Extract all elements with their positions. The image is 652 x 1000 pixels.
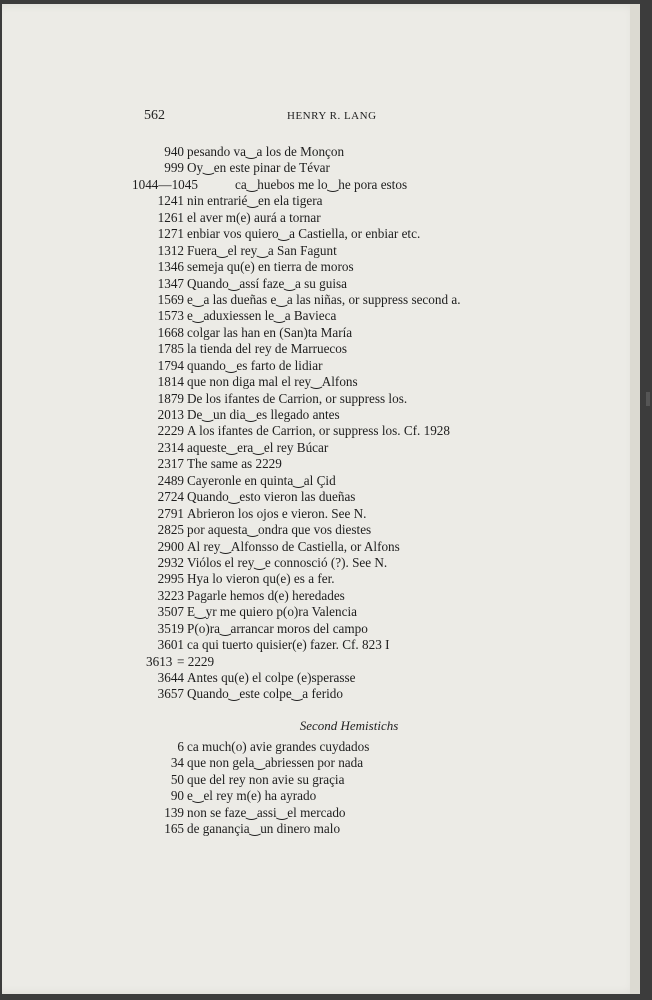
verse-number: 1814	[157, 374, 184, 390]
verse-number: 1785	[157, 341, 184, 357]
verse-number: 50	[170, 771, 184, 787]
verse-text: ca much(o) avie grandes cuydados	[187, 739, 370, 754]
verse-text: A los ifantes de Carrion, or suppress los. Cf. 1928	[187, 423, 450, 439]
verse-entry	[2, 391, 640, 407]
verse-entry	[2, 210, 640, 226]
verse-number: 34	[170, 755, 184, 771]
verse-number: 1261	[157, 209, 184, 225]
verse-entry	[2, 259, 640, 275]
verse-entry	[2, 571, 640, 587]
verse-number: 1879	[157, 390, 184, 406]
verse-entry	[2, 407, 640, 423]
verse-entry	[2, 821, 640, 837]
book-page	[2, 4, 640, 994]
verse-entry	[2, 739, 640, 755]
page-header	[2, 108, 640, 128]
verse-entry	[2, 588, 640, 604]
verse-text: Cayeronle en quinta‿al Çid	[187, 472, 336, 488]
verse-entry	[2, 160, 640, 176]
verse-text: que non gela‿abriessen por nada	[187, 755, 364, 771]
verse-entry	[2, 805, 640, 821]
verse-entry	[2, 522, 640, 538]
verse-number: 3507	[157, 604, 184, 620]
verse-text: P(o)ra‿arrancar moros del campo	[187, 620, 368, 636]
verse-entry	[2, 506, 640, 522]
verse-number: 2314	[157, 439, 184, 455]
verse-text: Viólos el rey‿e connosció (?). See N.	[187, 554, 388, 570]
verse-entry	[2, 341, 640, 357]
verse-text: Abrieron los ojos e vieron. See N.	[187, 505, 367, 521]
verse-entry	[2, 226, 640, 242]
verse-entry	[2, 308, 640, 324]
verse-entry	[2, 243, 640, 259]
verse-text: Al rey‿Alfonsso de Castiella, or Alfons	[187, 538, 400, 554]
verse-number: 6	[177, 739, 184, 754]
verse-entry	[2, 637, 640, 653]
verse-text: = 2229	[177, 653, 215, 669]
verse-text: la tienda del rey de Marruecos	[187, 341, 348, 357]
verse-number: 2995	[157, 571, 184, 587]
verse-number: 90	[170, 788, 184, 804]
verse-number: 3223	[157, 587, 184, 603]
verse-number: 3657	[157, 686, 184, 702]
verse-number: 3613	[146, 653, 173, 669]
verse-number: 2724	[157, 489, 184, 505]
verse-entry	[2, 456, 640, 472]
verse-text: Fuera‿el rey‿a San Fagunt	[187, 242, 337, 258]
verse-text: Antes qu(e) el colpe (e)sperasse	[187, 670, 356, 685]
verse-entry	[2, 539, 640, 555]
verse-entry	[2, 358, 640, 374]
verse-text: que non diga mal el rey‿Alfons	[187, 374, 358, 390]
verse-entry	[2, 772, 640, 788]
verse-number: 1241	[157, 193, 184, 209]
verse-text: colgar las han en (San)ta María	[187, 324, 353, 340]
verse-text: De‿un dia‿es llegado antes	[187, 407, 340, 422]
verse-text: ca qui tuerto quisier(e) fazer. Cf. 823 I	[187, 637, 390, 653]
verse-entry	[2, 144, 640, 160]
verse-entry	[2, 788, 640, 804]
section-title: Second Hemistichs	[299, 718, 399, 733]
verse-number: 165	[164, 821, 184, 837]
verse-number: 139	[164, 804, 184, 820]
first-hemistichs-list	[2, 144, 640, 703]
verse-entry	[2, 193, 640, 209]
verse-number: 2013	[157, 407, 184, 422]
verse-number: 1347	[157, 275, 184, 291]
verse-entry	[2, 686, 640, 702]
page-number: 562	[144, 108, 165, 123]
verse-text: e‿aduxiessen le‿a Bavieca	[187, 308, 337, 324]
verse-number: 3601	[157, 637, 184, 653]
verse-entry	[2, 604, 640, 620]
verse-text: quando‿es farto de lidiar	[187, 357, 323, 373]
verse-entry	[2, 654, 640, 670]
verse-number: 2229	[157, 423, 184, 439]
verse-number: 940	[164, 144, 184, 159]
verse-text: Quando‿esto vieron las dueñas	[187, 489, 356, 505]
verse-number: 3519	[157, 620, 184, 636]
verse-number: 1312	[157, 242, 184, 258]
verse-entry	[2, 374, 640, 390]
verse-entry	[2, 292, 640, 308]
verse-text: pesando va‿a los de Monçon	[187, 144, 345, 159]
verse-number: 2489	[157, 472, 184, 488]
verse-text: por aquesta‿ondra que vos diestes	[187, 522, 372, 538]
verse-entry	[2, 755, 640, 771]
verse-number: 2791	[157, 505, 184, 521]
verse-entry	[2, 473, 640, 489]
verse-number: 1271	[157, 226, 184, 242]
verse-text: e‿el rey m(e) ha ayrado	[187, 788, 317, 804]
verse-number: 1573	[157, 308, 184, 324]
verse-text: enbiar vos quiero‿a Castiella, or enbiar etc.	[187, 226, 421, 242]
verse-number: 2317	[157, 456, 184, 472]
verse-number: 3644	[157, 670, 184, 685]
verse-number: 1346	[157, 259, 184, 275]
verse-text: non se faze‿assi‿el mercado	[187, 804, 346, 820]
verse-text: Pagarle hemos d(e) heredades	[187, 587, 345, 603]
verse-number: 1569	[157, 291, 184, 307]
running-head: HENRY R. LANG	[287, 110, 377, 122]
verse-text: Quando‿este colpe‿a ferido	[187, 686, 343, 702]
verse-entry	[2, 177, 640, 193]
verse-text: Quando‿assí faze‿a su guisa	[187, 275, 347, 291]
verse-text: que del rey non avie su graçia	[187, 771, 345, 787]
scan-edge-mark	[646, 392, 650, 406]
verse-text: semeja qu(e) en tierra de moros	[187, 259, 354, 275]
verse-text: Oy‿en este pinar de Tévar	[187, 160, 330, 176]
verse-text: e‿a las dueñas e‿a las niñas, or suppress second a.	[187, 291, 461, 307]
verse-text: ca‿huebos me lo‿he pora estos	[235, 176, 408, 192]
second-hemistichs-list	[2, 739, 640, 838]
verse-entry	[2, 325, 640, 341]
verse-text: De los ifantes de Carrion, or suppress los.	[187, 390, 408, 406]
verse-number: 1794	[157, 357, 184, 373]
verse-number: 2932	[157, 554, 184, 570]
verse-number: 999	[164, 160, 184, 176]
verse-text: aqueste‿era‿el rey Búcar	[187, 439, 329, 455]
verse-entry	[2, 276, 640, 292]
verse-entry	[2, 555, 640, 571]
verse-number: 1668	[157, 324, 184, 340]
verse-text: el aver m(e) aurá a tornar	[187, 209, 321, 225]
verse-text: nin entrarié‿en ela tigera	[187, 193, 323, 209]
verse-number: 1044—1045	[132, 176, 198, 192]
verse-number: 2825	[157, 522, 184, 538]
verse-entry	[2, 621, 640, 637]
verse-number: 2900	[157, 538, 184, 554]
verse-entry	[2, 670, 640, 686]
verse-text: Hya lo vieron qu(e) es a fer.	[187, 571, 335, 587]
verse-entry	[2, 440, 640, 456]
verse-entry	[2, 489, 640, 505]
verse-text: The same as 2229	[187, 456, 282, 472]
verse-text: de ganançia‿un dinero malo	[187, 821, 341, 837]
verse-entry	[2, 423, 640, 439]
verse-text: E‿yr me quiero p(o)ra Valencia	[187, 604, 357, 620]
